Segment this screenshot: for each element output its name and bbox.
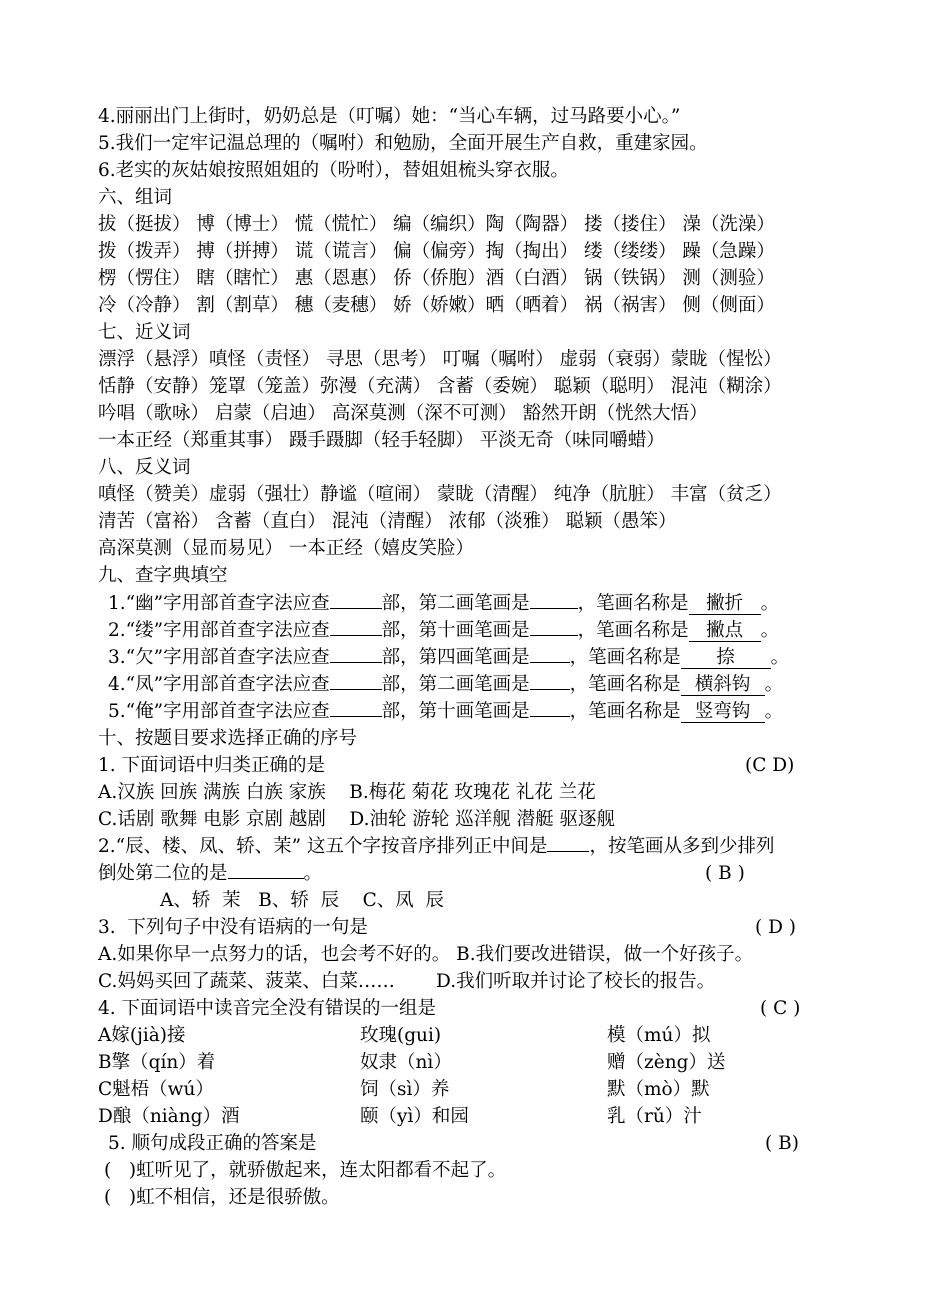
sec6-row: 拨（拨弄） 搏（拼搏） 谎（谎言） 偏（偏旁）掏（掏出） 缕（缕缕） 躁（急躁） [98,241,775,262]
q4-option-a-word2: 玫瑰(gui) [360,1025,442,1046]
sec8-row: 高深莫测（显而易见） 一本正经（嬉皮笑脸） [98,538,474,559]
q4-option-a-word3: 模（mú）拟 [607,1025,711,1046]
q4-option-c-word3: 默（mò）默 [607,1079,710,1100]
dictionary-item: 2.“缕”字用部首查字法应查 部，第十画笔画是 ，笔画名称是 撇点 。 [108,620,780,641]
question-3-options: C.妈妈买回了蔬菜、菠菜、白菜…… D.我们听取并讨论了校长的报告。 [98,971,716,992]
q4-option-d: D酿（niàng）酒 [98,1106,240,1127]
q4-option-d-word3: 乳（rǔ）汁 [607,1106,702,1127]
blank-field[interactable] [530,716,570,717]
q4-option-b-word3: 赠（zèng）送 [607,1052,726,1073]
q5-sentence: ( )虹听见了，就骄傲起来，连太阳都看不起了。 [104,1160,507,1181]
dictionary-item: 4.“凤”字用部首查字法应查 部，第二画笔画是 ，笔画名称是 横斜钩 。 [108,674,784,695]
question-4-stem: 4. 下面词语中读音完全没有错误的一组是 [98,998,437,1019]
sentence-4: 4.丽丽出门上街时，奶奶总是（叮嘱）她：“当心车辆，过马路要小心。” [98,106,681,127]
question-2-answer: ( B ) [705,863,745,884]
answer-underlined: 撇折 [689,594,761,615]
answer-underlined: 竖弯钩 [681,702,765,723]
question-2-stem-cont: 倒处第二位的是 。 [98,863,323,884]
q5-sentence: ( )虹不相信，还是很骄傲。 [104,1187,340,1208]
question-2-stem: 2.“辰、楼、凤、轿、茉” 这五个字按音序排列正中间是 ，按笔画从多到少排列 [98,836,775,857]
q4-option-c: C魁梧（wú） [98,1079,214,1100]
blank-field[interactable] [330,716,382,717]
blank-field[interactable] [530,635,578,636]
sec8-row: 嗔怪（赞美）虚弱（强壮）静谧（喧闹） 蒙眬（清醒） 纯净（肮脏） 丰富（贫乏） [98,484,782,505]
blank-field[interactable] [330,689,382,690]
q4-option-d-word2: 颐（yì）和园 [360,1106,469,1127]
answer-underlined: 横斜钩 [681,675,765,696]
dictionary-item: 1.“幽”字用部首查字法应查 部，第二画笔画是 ，笔画名称是 撇折 。 [108,593,780,614]
sec8-row: 清苦（富裕） 含蓄（直白） 混沌（清醒） 浓郁（淡雅） 聪颖（愚笨） [98,511,677,532]
q4-option-a: A嫁(jià)接 [98,1025,186,1046]
sec7-row: 吟唱（歌咏） 启蒙（启迪） 高深莫测（深不可测） 豁然开朗（恍然大悟） [98,403,708,424]
sec7-row: 漂浮（悬浮）嗔怪（责怪） 寻思（思考） 叮嘱（嘱咐） 虚弱（衰弱）蒙眬（惺忪） [98,349,782,370]
blank-field[interactable] [330,662,382,663]
sec6-row: 拔（挺拔） 博（博士） 慌（慌忙） 编（编织）陶（陶器） 搂（搂住） 澡（洗澡） [98,214,775,235]
blank-field[interactable] [530,608,578,609]
question-1-options: A.汉族 回族 满族 白族 家族 B.梅花 菊花 玫瑰花 礼花 兰花 [98,782,596,803]
section-6-heading: 六、组词 [98,187,173,208]
question-3-answer: ( D ) [755,917,797,938]
question-1-options: C.话剧 歌舞 电影 京剧 越剧 D.油轮 游轮 巡洋舰 潜艇 驱逐舰 [98,809,615,830]
dictionary-item: 5.“俺”字用部首查字法应查 部，第十画笔画是 ，笔画名称是 竖弯钩 。 [108,701,784,722]
question-1-answer: (C D) [745,755,795,776]
question-5-stem: 5. 顺句成段正确的答案是 [108,1133,317,1154]
q4-option-c-word2: 饲（sì）养 [360,1079,450,1100]
section-10-heading: 十、按题目要求选择正确的序号 [98,728,358,749]
dictionary-item: 3.“欠”字用部首查字法应查 部，第四画笔画是 ，笔画名称是 捺 。 [108,647,790,668]
question-2-options: A、轿 茉 B、轿 辰 C、凤 辰 [160,890,445,911]
blank-field[interactable] [228,878,304,879]
sentence-6: 6.老实的灰姑娘按照姐姐的（吩咐），替姐姐梳头穿衣服。 [98,160,569,181]
sec7-row: 恬静（安静）笼罩（笼盖）弥漫（充满） 含蓄（委婉） 聪颖（聪明） 混沌（糊涂） [98,376,782,397]
sec6-row: 冷（冷静） 割（割草） 穗（麦穗） 娇（娇嫩）晒（晒着） 祸（祸害） 侧（侧面） [98,295,775,316]
blank-field[interactable] [547,851,589,852]
section-7-heading: 七、近义词 [98,322,191,343]
question-3-options: A.如果你早一点努力的话，也会考不好的。 B.我们要改进错误，做一个好孩子。 [98,944,754,965]
answer-underlined: 撇点 [689,621,761,642]
sec6-row: 楞（愣住） 瞎（瞎忙） 惠（恩惠） 侨（侨胞）酒（白酒） 锅（铁锅） 测（测验） [98,268,775,289]
question-5-answer: ( B) [765,1133,799,1154]
blank-field[interactable] [330,635,382,636]
question-3-stem: 3. 下列句子中没有语病的一句是 [98,917,368,938]
question-4-answer: ( C ) [760,998,801,1019]
blank-field[interactable] [530,689,570,690]
blank-field[interactable] [330,608,382,609]
section-9-heading: 九、查字典填空 [98,565,228,586]
answer-underlined: 捺 [681,648,771,669]
sec7-row: 一本正经（郑重其事） 蹑手蹑脚（轻手轻脚） 平淡无奇（味同嚼蜡） [98,430,665,451]
q4-option-b-word2: 奴隶（nì） [360,1052,452,1073]
blank-field[interactable] [530,662,570,663]
q4-option-b: B擎（qín）着 [98,1052,216,1073]
section-8-heading: 八、反义词 [98,457,191,478]
question-1-stem: 1. 下面词语中归类正确的是 [98,755,326,776]
sentence-5: 5.我们一定牢记温总理的（嘱咐）和勉励，全面开展生产自救，重建家园。 [98,133,708,154]
